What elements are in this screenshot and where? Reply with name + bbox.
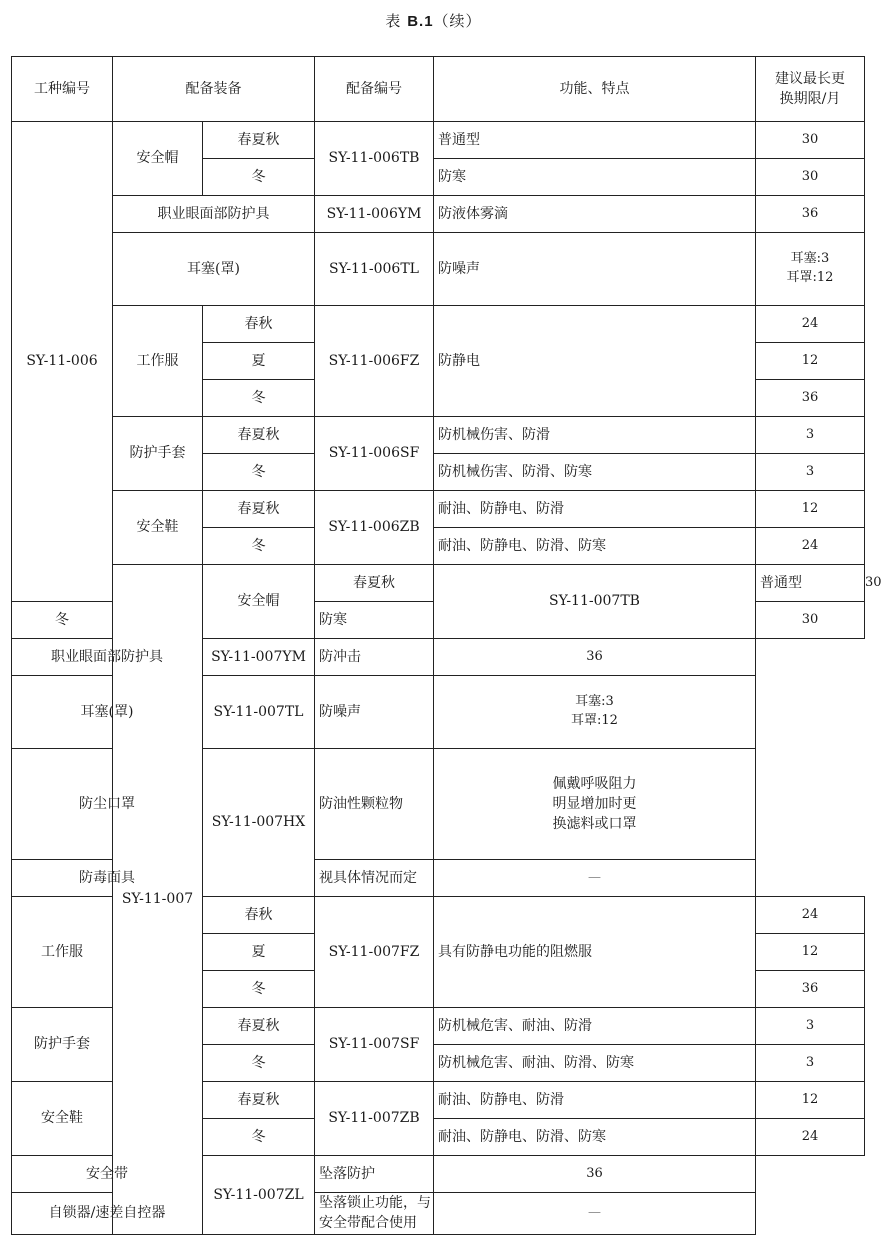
season-cell: 春夏秋 [203, 1082, 315, 1119]
season-cell: 冬 [203, 1119, 315, 1156]
equipment-code: SY-11-006TB [315, 122, 434, 196]
equipment-code: SY-11-006TL [315, 233, 434, 306]
period-cell: 3 [756, 454, 865, 491]
function-cell: 防机械危害、耐油、防滑 [434, 1008, 756, 1045]
table-row: SY-11-007 安全帽 春夏秋 SY-11-007TB 普通型 30 [12, 565, 865, 602]
function-cell: 耐油、防静电、防滑、防寒 [434, 528, 756, 565]
equipment-name: 工作服 [12, 897, 113, 1008]
equipment-code: SY-11-006SF [315, 417, 434, 491]
equipment-name: 职业眼面部防护具 [12, 639, 203, 676]
equipment-table [11, 56, 882, 1235]
equipment-name: 安全帽 [113, 122, 203, 196]
equipment-name: 安全帽 [203, 565, 315, 639]
season-cell: 春夏秋 [203, 491, 315, 528]
equipment-code: SY-11-007HX [203, 749, 315, 897]
period-cell: 12 [756, 934, 865, 971]
period-line: 耳罩:12 [786, 270, 834, 285]
period-cell: 30 [756, 122, 865, 159]
season-cell: 春夏秋 [315, 565, 434, 602]
season-cell: 冬 [203, 1045, 315, 1082]
period-cell: 3 [756, 1045, 865, 1082]
period-cell: 12 [756, 1082, 865, 1119]
header-type-code: 工种编号 [12, 57, 113, 122]
season-cell: 春秋 [203, 306, 315, 343]
header-equip-code: 配备编号 [315, 57, 434, 122]
season-cell: 冬 [203, 380, 315, 417]
equipment-name: 工作服 [113, 306, 203, 417]
function-cell: 坠落锁止功能，与安全带配合使用 [315, 1193, 434, 1235]
period-cell: 36 [434, 639, 756, 676]
period-cell: 24 [756, 1119, 865, 1156]
equipment-name: 耳塞(罩) [113, 233, 315, 306]
period-cell [756, 233, 865, 306]
function-cell: 防寒 [315, 602, 434, 639]
function-cell: 防冲击 [315, 639, 434, 676]
period-line: 耳塞:3 [575, 694, 614, 710]
equipment-name: 防尘口罩 [12, 749, 203, 860]
period-cell: — [434, 860, 756, 897]
period-cell [434, 676, 756, 749]
equipment-code: SY-11-007ZL [203, 1156, 315, 1235]
equipment-code: SY-11-006ZB [315, 491, 434, 565]
group-code: SY-11-006 [12, 122, 113, 602]
period-cell: 24 [756, 528, 865, 565]
equipment-name: 防毒面具 [12, 860, 203, 897]
header-period-line2: 换期限/月 [779, 91, 841, 107]
period-cell: 36 [756, 971, 865, 1008]
function-cell: 具有防静电功能的阻燃服 [434, 897, 756, 1008]
equipment-name: 防护手套 [12, 1008, 113, 1082]
header-equipment: 配备装备 [113, 57, 315, 122]
function-cell: 耐油、防静电、防滑、防寒 [434, 1119, 756, 1156]
table-caption [0, 10, 867, 31]
function-cell: 防油性颗粒物 [315, 749, 434, 860]
equipment-code: SY-11-006FZ [315, 306, 434, 417]
function-cell: 耐油、防静电、防滑 [434, 1082, 756, 1119]
group-code: SY-11-007 [113, 565, 203, 1235]
header-period-line1: 建议最长更 [775, 70, 845, 87]
period-cell: 24 [756, 897, 865, 934]
period-cell: 36 [434, 1156, 756, 1193]
table-row [12, 122, 865, 159]
function-cell: 防机械伤害、防滑、防寒 [434, 454, 756, 491]
function-cell: 普通型 [434, 122, 756, 159]
season-cell: 春夏秋 [203, 1008, 315, 1045]
period-cell: 36 [756, 196, 865, 233]
season-cell: 夏 [203, 934, 315, 971]
season-cell: 冬 [12, 602, 113, 639]
period-line: 耳罩:12 [571, 713, 618, 728]
period-cell: 30 [756, 159, 865, 196]
table-row [12, 1156, 865, 1193]
table-row [12, 233, 865, 306]
equipment-code: SY-11-007ZB [315, 1082, 434, 1156]
period-line: 明显增加时更 [552, 795, 637, 812]
equipment-code: SY-11-007SF [315, 1008, 434, 1082]
function-cell: 防噪声 [315, 676, 434, 749]
season-cell: 冬 [203, 528, 315, 565]
equipment-code: SY-11-007FZ [315, 897, 434, 1008]
season-cell: 春夏秋 [203, 122, 315, 159]
period-cell [434, 749, 756, 860]
function-cell: 防液体雾滴 [434, 196, 756, 233]
table-row [12, 196, 865, 233]
equipment-name: 防护手套 [113, 417, 203, 491]
period-cell: 3 [756, 1008, 865, 1045]
period-line: 佩戴呼吸阻力 [552, 775, 637, 792]
table-row [12, 676, 865, 749]
function-cell: 耐油、防静电、防滑 [434, 491, 756, 528]
function-cell: 普通型 [756, 565, 865, 602]
equipment-code: SY-11-007TL [203, 676, 315, 749]
function-cell: 防寒 [434, 159, 756, 196]
table-row [12, 639, 865, 676]
equipment-code: SY-11-007YM [203, 639, 315, 676]
table-row [12, 306, 865, 343]
table-row [12, 749, 865, 860]
season-cell: 冬 [203, 159, 315, 196]
equipment-name: 安全鞋 [12, 1082, 113, 1156]
period-cell: 24 [756, 306, 865, 343]
period-cell: 36 [756, 380, 865, 417]
header-function: 功能、特点 [434, 57, 756, 122]
equipment-name: 安全鞋 [113, 491, 203, 565]
function-cell: 防静电 [434, 306, 756, 417]
equipment-name: 职业眼面部防护具 [113, 196, 315, 233]
period-line: 换滤料或口罩 [552, 816, 637, 833]
season-cell: 春秋 [203, 897, 315, 934]
function-cell: 坠落防护 [315, 1156, 434, 1193]
equipment-code: SY-11-007TB [434, 565, 756, 639]
season-cell: 夏 [203, 343, 315, 380]
period-cell: 12 [756, 343, 865, 380]
season-cell: 冬 [203, 971, 315, 1008]
table-row [12, 1193, 865, 1235]
period-cell: 12 [756, 491, 865, 528]
equipment-code: SY-11-006YM [315, 196, 434, 233]
period-cell: — [434, 1193, 756, 1235]
header-row [12, 57, 865, 122]
equipment-name: 自锁器/速差自控器 [12, 1193, 203, 1235]
header-period [756, 57, 865, 122]
table-row [12, 417, 865, 454]
function-cell: 防机械伤害、防滑 [434, 417, 756, 454]
period-cell: 3 [756, 417, 865, 454]
table-row [12, 491, 865, 528]
equipment-name: 耳塞(罩) [12, 676, 203, 749]
caption-prefix: 表 [385, 12, 408, 30]
season-cell: 春夏秋 [203, 417, 315, 454]
caption-suffix: （续） [433, 12, 482, 30]
period-line: 耳塞:3 [790, 251, 830, 267]
function-cell: 防机械危害、耐油、防滑、防寒 [434, 1045, 756, 1082]
season-cell: 冬 [203, 454, 315, 491]
function-cell: 防噪声 [434, 233, 756, 306]
equipment-name: 安全带 [12, 1156, 203, 1193]
caption-id: B.1 [407, 13, 434, 30]
period-cell: 30 [756, 602, 865, 639]
function-cell: 视具体情况而定 [315, 860, 434, 897]
